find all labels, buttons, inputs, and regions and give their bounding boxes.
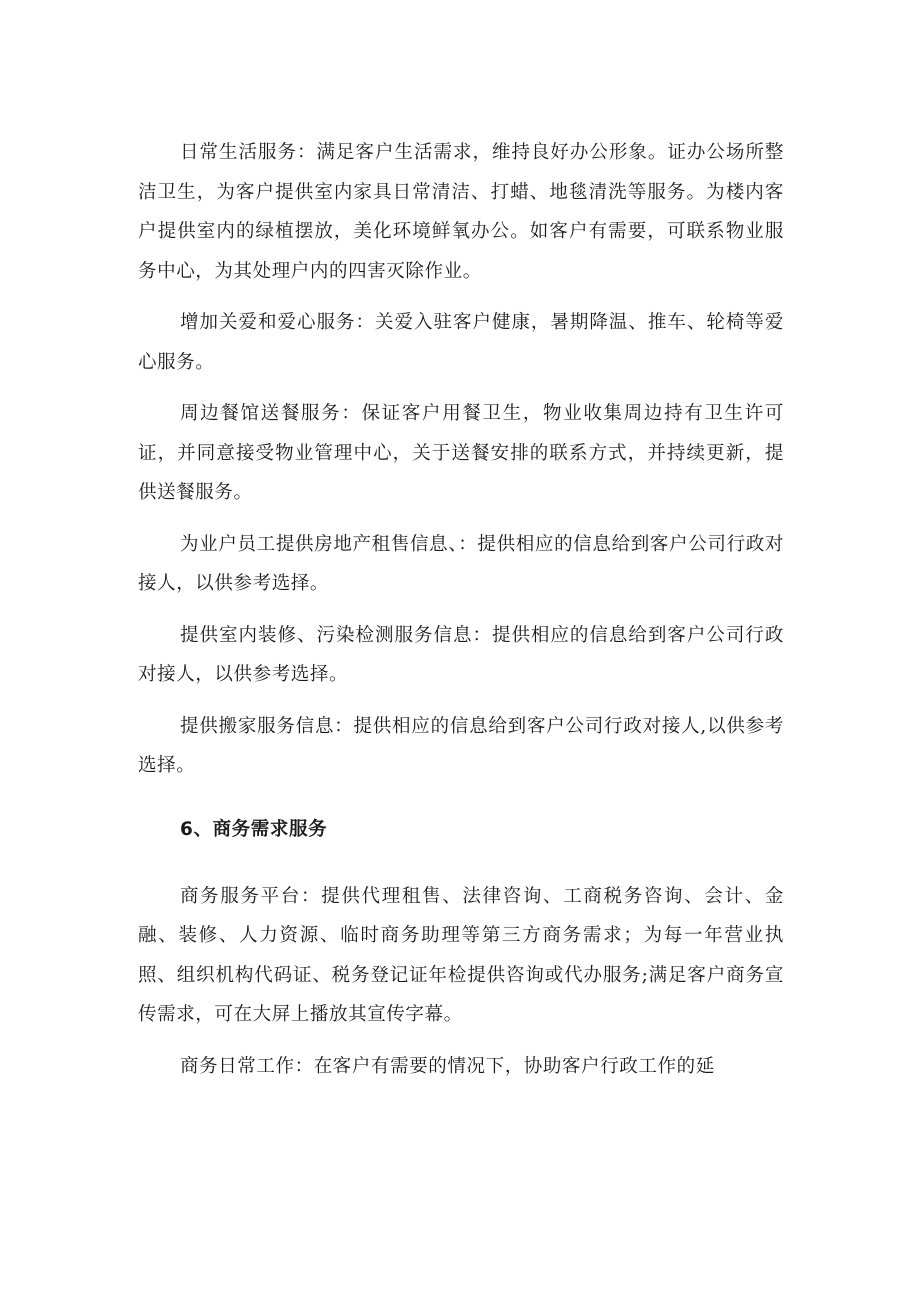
- paragraph-care-service: 增加关爱和爱心服务：关爱入驻客户健康，暑期降温、推车、轮椅等爱心服务。: [138, 312, 784, 373]
- paragraph-moving-info: 提供搬家服务信息：提供相应的信息给到客户公司行政对接人,以供参考选择。: [138, 715, 784, 776]
- paragraph-renovation-info: 提供室内装修、污染检测服务信息：提供相应的信息给到客户公司行政对接人，以供参考选择。: [138, 624, 784, 685]
- section-heading: 6、商务需求服务: [180, 818, 328, 840]
- paragraph-business-platform: 商务服务平台：提供代理租售、法律咨询、工商税务咨询、会计、金融、装修、人力资源、临时商务助理等第三方商务需求；为每一年营业执照、组织机构代码证、税务登记证年检提供咨询或代办服务;满足客户商务宣传需求，可在大屏上播放其宣传字幕。: [138, 885, 784, 1025]
- paragraph-daily-life-service: 日常生活服务：满足客户生活需求，维持良好办公形象。证办公场所整洁卫生，为客户提供室内家具日常清洁、打蜡、地毯清洗等服务。为楼内客户提供室内的绿植摆放，美化环境鲜氧办公。如客户有需要，可联系物业服务中心，为其处理户内的四害灭除作业。: [138, 142, 784, 282]
- paragraph-meal-delivery-service: 周边餐馆送餐服务：保证客户用餐卫生，物业收集周边持有卫生许可证，并同意接受物业管理中心，关于送餐安排的联系方式，并持续更新，提供送餐服务。: [138, 403, 784, 503]
- paragraph-real-estate-info: 为业户员工提供房地产租售信息、：提供相应的信息给到客户公司行政对接人，以供参考选择。: [138, 533, 784, 594]
- document-body: [138, 133, 784, 1086]
- paragraph-business-daily-work: 商务日常工作：在客户有需要的情况下，协助客户行政工作的延: [180, 1055, 715, 1077]
